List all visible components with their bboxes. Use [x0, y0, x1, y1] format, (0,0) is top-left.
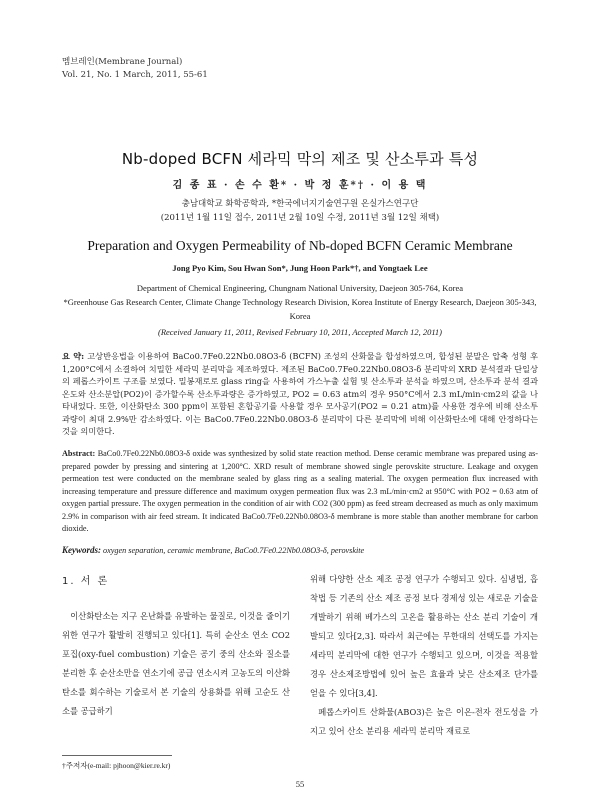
section-title: 1. 서 론 [62, 576, 110, 587]
column-left [62, 607, 290, 721]
authors-english: Jong Pyo Kim, Sou Hwan Son*, Jung Hoon Park*†, and Yongtaek Lee [172, 263, 428, 273]
affiliation-korean-block [0, 197, 600, 225]
paragraph: 이산화탄소는 지구 온난화를 유발하는 물질로, 이것을 줄이기 위한 연구가 활발히 진행되고 있다[1]. 특히 순산소 연소 CO2포집(oxy-fuel combustion) 기술은 공기 중의 산소와 질소를 분리한 후 순산소만을 연소기에 공급 연소시켜 고농도의 이산화탄소를 회수하는 기술로서 본 기술의 상용화를 위해 고순도 산소를 공급하기 [62, 611, 290, 716]
footnote: †주저자(e-mail: pjhoon@kier.re.kr) [62, 761, 171, 770]
abstract-korean-text: 고상반응법을 이용하여 BaCo0.7Fe0.22Nb0.08O3-δ (BCFN) 조성의 산화물을 합성하였으며, 합성된 분말은 압축 성형 후 1,200°C에서 소결하여 치밀한 세라믹 분리막을 제조하였다. 제조된 BaCo0.7Fe0.22Nb0.08O3-δ 분리막의 XRD 분석결과 단일상의 페롭스카이트 구조를 보였다. 밀봉재로로 glass ring을 사용하여 가스누출 실험 및 산소투과 분석을 하였으며, 산소투과 분석 결과 온도와 산소분압(PO2)이 증가할수록 산소투과량은 증가하였고, PO2 = 0.63 atm의 경우 950°C에서 2.3 mL/min·cm2의 값을 나타내었다. 또한, 이산화탄소 300 ppm이 포함된 혼합공기를 사용할 경우 모사공기(PO2 = 0.21 atm)를 사용한 경우에 비해 산소투과량이 최대 2.9%만 감소하였다. 이는 BaCo0.7Fe0.22Nb0.08O3-δ 분리막이 다른 분리막에 비해 이산화탄소에 대해 안정하다는 것을 의미한다. [62, 351, 538, 436]
received-english: (Received January 11, 2011, Revised February 10, 2011, Accepted March 12, 2011) [157, 327, 443, 337]
journal-issue: Vol. 21, No. 1 March, 2011, 55-61 [62, 70, 208, 80]
affiliation-english-2: *Greenhouse Gas Research Center, Climate Change Technology Research Division, Korea Institute of Energy Research, Daejeon 305-343, Korea [63, 297, 537, 321]
abstract-korean [62, 350, 538, 438]
received-korean: (2011년 1월 11일 접수, 2011년 2월 10일 수정, 2011년 3월 12일 채택) [160, 213, 440, 223]
column-right [310, 570, 538, 741]
title-english: Preparation and Oxygen Permeability of Nb-doped BCFN Ceramic Membrane [87, 238, 513, 253]
paragraph: 위해 다양한 산소 제조 공정 연구가 수행되고 있다. 심냉법, 흡착법 등 기존의 산소 제조 공정 보다 경제성 있는 새로운 기술을 개발하기 위해 베가스의 고온을 활용하는 산소 분리 기술이 개발되고 있다[2,3]. 따라서 최근에는 무한대의 선택도를 가지는 세라믹 분리막에 대한 연구가 수행되고 있으며, 이것을 적용할 경우 산소제조방법에 있어 높은 효율과 낮은 산소제조 단가를 얻을 수 있다[3,4]. [310, 574, 538, 698]
abstract-english-text: BaCo0.7Fe0.22Nb0.08O3-δ oxide was synthesized by solid state reaction method. Dense ceramic membrane was prepared using as-prepared powder by pressing and sintering at 1,200°C. XRD result of membrane showed single perovskite structure. Leakage and oxygen permeation test were conducted on the membrane sealed by glass ring as a sealing material. The oxygen permeation flux increased with increasing temperature and pressure difference and maximum oxygen permeation flux was 2.3 mL/min·cm2 at 950°C with PO2 = 0.63 atm of oxygen partial pressure. The oxygen permeation in the condition of air with CO2 (300 ppm) as feed stream decreased as much as only maximum 2.9% in comparison with air feed stream. It indicated BaCo0.7Fe0.22Nb0.08O3-δ membrane is more stable than another membrane for carbon dioxide. [62, 449, 538, 533]
journal-name: 멤브레인(Membrane Journal) [62, 57, 183, 67]
footnote-divider [62, 755, 172, 756]
paragraph: 페롭스카이트 산화물(ABO3)은 높은 이온-전자 전도성을 가지고 있어 산소 분리용 세라믹 분리막 재료로 [310, 707, 538, 736]
keywords-label: Keywords: [62, 545, 101, 555]
keywords [62, 545, 538, 555]
affiliation-korean: 충남대학교 화학공학과, *한국에너지기술연구원 온실가스연구단 [181, 199, 419, 209]
page-number: 55 [295, 779, 305, 789]
journal-header [62, 56, 208, 82]
affiliation-english-1: Department of Chemical Engineering, Chungnam National University, Daejeon 305-764, Korea [136, 283, 464, 293]
keywords-text: oxygen separation, ceramic membrane, BaCo0.7Fe0.22Nb0.08O3-δ, perovskite [103, 546, 365, 555]
title-korean: Nb-doped BCFN 세라믹 막의 제조 및 산소투과 특성 [121, 150, 479, 168]
affiliation-english-block [62, 281, 538, 323]
abstract-english [62, 448, 538, 536]
abstract-english-label: Abstract: [62, 449, 96, 458]
authors-korean: 김 종 표 · 손 수 환* · 박 정 훈*† · 이 용 택 [172, 180, 428, 191]
abstract-korean-label: 요 약: [62, 351, 85, 361]
